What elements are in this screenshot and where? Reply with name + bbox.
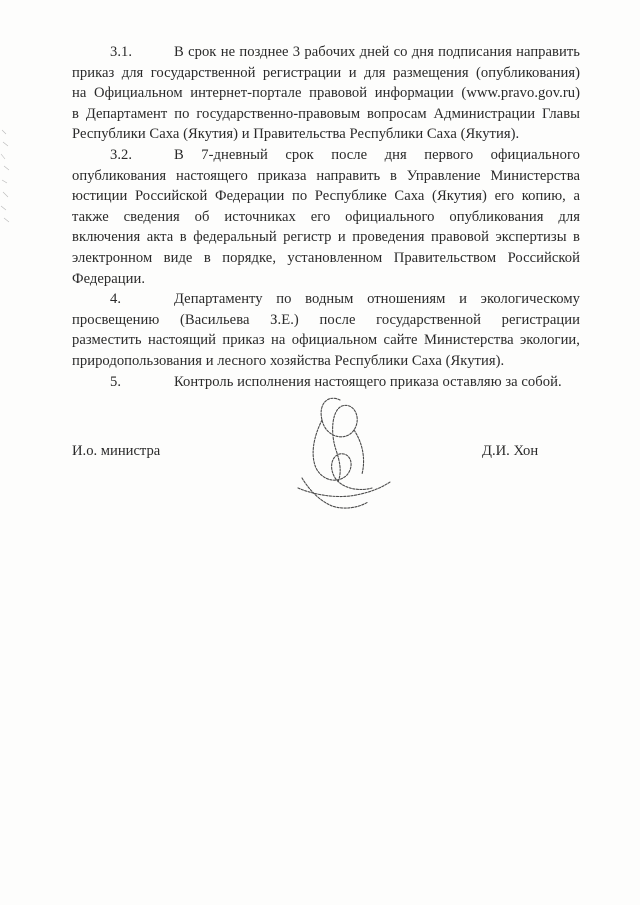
paragraph-line: просвещению (Васильева З.Е.) после государственной регистрации bbox=[72, 311, 580, 328]
paragraph-line: 3.1. В срок не позднее 3 рабочих дней со дня подписания направить bbox=[72, 42, 580, 63]
handwritten-signature bbox=[288, 392, 398, 517]
paragraph-number: 4. bbox=[110, 291, 122, 308]
paragraph-line: 3.2. В 7-дневный срок после дня первого официального bbox=[72, 145, 580, 166]
paragraph-5 bbox=[72, 372, 580, 393]
paragraph-4 bbox=[72, 289, 580, 371]
paragraph-line: 5. Контроль исполнения настоящего приказа оставляю за собой. bbox=[72, 372, 580, 393]
paragraph-line: юстиции Российской Федерации по Республике Саха (Якутия) его копию, а bbox=[72, 188, 580, 205]
paragraph-3-2 bbox=[72, 145, 580, 289]
paragraph-line: разместить настоящий приказ на официальном сайте Министерства экологии, bbox=[72, 332, 580, 349]
signatory-title: И.о. министра bbox=[72, 443, 161, 459]
paragraph-line: приказ для государственной регистрации и для размещения (опубликования) bbox=[72, 64, 580, 81]
paragraph-line: Федерации. bbox=[72, 270, 146, 287]
scan-artifact-edge bbox=[0, 120, 14, 240]
paragraph-line: электронном виде в порядке, установленном Правительством Российской bbox=[72, 249, 580, 266]
paragraph-line: в Департамент по государственно-правовым вопросам Администрации Главы bbox=[72, 105, 580, 122]
paragraph-line: природопользования и лесного хозяйства Республики Саха (Якутия). bbox=[72, 352, 505, 369]
paragraph-number: 5. bbox=[110, 373, 122, 390]
paragraph-line: Республики Саха (Якутия) и Правительства Республики Саха (Якутия). bbox=[72, 126, 520, 143]
paragraph-number: 3.1. bbox=[110, 44, 133, 60]
paragraph-line: опубликования настоящего приказа направить в Управление Министерства bbox=[72, 167, 580, 184]
paragraph-line: также сведения об источниках его официального опубликования для bbox=[72, 208, 580, 225]
paragraph-line: на Официальном интернет-портале правовой информации (www.pravo.gov.ru) bbox=[72, 85, 580, 102]
signatory-name: Д.И. Хон bbox=[482, 443, 539, 459]
paragraph-3-1 bbox=[72, 42, 580, 145]
document-body bbox=[72, 42, 580, 392]
paragraph-line: 4. Департаменту по водным отношениям и экологическому bbox=[72, 289, 580, 310]
paragraph-number: 3.2. bbox=[110, 146, 133, 163]
paragraph-line: включения акта в федеральный регистр и проведения правовой экспертизы в bbox=[72, 229, 580, 246]
